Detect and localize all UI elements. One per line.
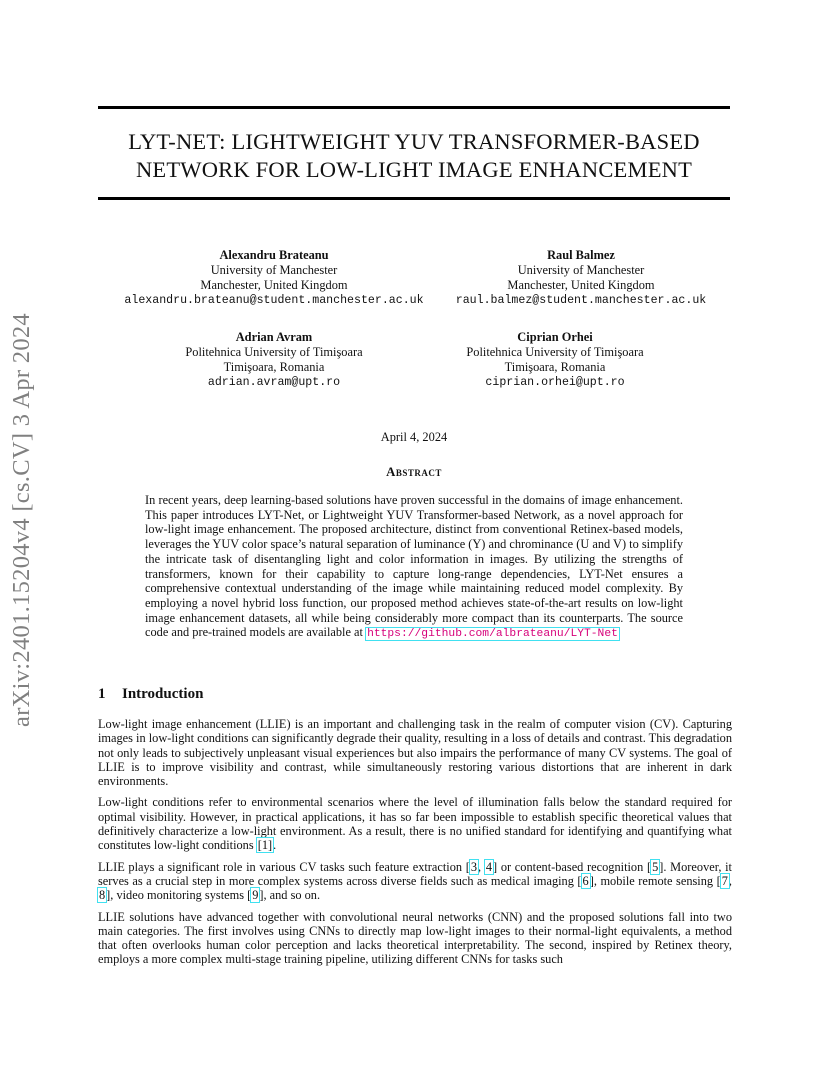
github-link[interactable]: https://github.com/albrateanu/LYT-Net [367, 628, 618, 641]
paper-title [98, 128, 730, 184]
abstract-body [145, 493, 683, 642]
paragraph-text: ], and so on. [259, 888, 321, 903]
author-block [416, 248, 746, 308]
paragraph: Low-light image enhancement (LLIE) is an important and challenging task in the realm of computer vision (CV). Capturing images in low-light conditions can significantly degrade their quality, resulting in a loss of details and contrast. This degradation not only leads to subjectively unpleasant visual experiences but also impairs the performance of many CV systems. The goal of LLIE is to improve visibility and contrast, while simultaneously restoring various distortions that are inherent in dark environments. [98, 717, 732, 789]
abstract-text: In recent years, deep learning-based solutions have proven successful in the domains of image enhancement. This paper introduces LYT-Net, or Lightweight YUV Transformer-based Network, as a novel approach for low-light image enhancement. The proposed architecture, distinct from conventional Retinex-based models, leverages the YUV color space’s natural separation of luminance (Y) and chrominance (U and V) to simplify the intricate task of disentangling light and color information in images. By utilizing the strengths of transformers, known for their capability to capture long-range dependencies, LYT-Net ensures a comprehensive contextual understanding of the image while maintaining reduced model complexity. By employing a novel hybrid loss function, our proposed method achieves state-of-the-art results on low-light image enhancement datasets, all while being considerably more compact than its counterparts. The source code and pre-trained models are available at [145, 493, 683, 640]
title-top-rule [98, 106, 730, 109]
author-location: Timişoara, Romania [504, 360, 606, 374]
author-email[interactable]: adrian.avram@upt.ro [207, 376, 341, 389]
paper-title-line-1: LYT-NET: LIGHTWEIGHT YUV TRANSFORMER-BASED [128, 129, 700, 154]
author-affiliation: Politehnica University of Timişoara [185, 345, 363, 359]
citation-link[interactable]: 3 [470, 859, 478, 874]
citation-link[interactable]: 9 [252, 888, 259, 903]
author-name: Ciprian Orhei [517, 330, 593, 344]
citation-link[interactable]: 7 [721, 873, 728, 888]
paragraph-text: , [478, 859, 485, 874]
paragraph-text: ], mobile remote sensing [ [589, 873, 721, 888]
paragraph-text: Low-light conditions refer to environmental scenarios where the level of illumination falls below the standard required for optimal visibility. However, in practical applications, it has so far been impossible to establish specific theoretical values that definitively characterize a low-light environment. As a result, there is no unified standard for identifying and quantifying what constitutes low-light conditions [98, 795, 732, 853]
section-number: 1 [98, 686, 106, 702]
paragraph [98, 795, 732, 852]
author-affiliation: University of Manchester [517, 263, 645, 277]
author-name: Alexandru Brateanu [219, 248, 329, 262]
arxiv-id-text: arXiv:2401.15204v4 [cs.CV] 3 Apr 2024 [8, 313, 35, 727]
section-heading [98, 686, 203, 703]
paragraph: LLIE solutions have advanced together with convolutional neural networks (CNN) and the proposed solutions fall into two main categories. The first involves using CNNs to directly map low-light images to their normal-light equivalents, a method that often overlooks human color perception and lacks theoretical interpretability. The second, inspired by Retinex theory, employs a more complex multi-stage training pipeline, utilizing different CNNs for tasks such [98, 909, 732, 967]
citation-link[interactable]: 8 [99, 888, 106, 903]
paragraph-text: ]. Moreover, it serves as a crucial step in more complex systems across diverse fields such as medical imaging [ [98, 859, 732, 888]
author-location: Manchester, United Kingdom [200, 278, 348, 292]
citation-link[interactable]: 5 [652, 859, 659, 874]
section-title: Introduction [122, 686, 204, 702]
paragraph-text: , [728, 873, 732, 888]
citation-link[interactable]: 4 [485, 859, 493, 874]
author-email[interactable]: ciprian.orhei@upt.ro [485, 376, 625, 389]
author-email[interactable]: raul.balmez@student.manchester.ac.uk [455, 294, 707, 307]
paragraph [98, 860, 732, 903]
citation-link[interactable]: 6 [582, 873, 589, 888]
paragraph-text: . [273, 838, 277, 853]
author-block [390, 330, 720, 390]
citation-link[interactable]: [1] [257, 838, 273, 853]
paragraph-text: ], video monitoring systems [ [106, 888, 252, 903]
author-location: Manchester, United Kingdom [507, 278, 655, 292]
author-affiliation: Politehnica University of Timişoara [466, 345, 644, 359]
introduction-body [98, 717, 732, 974]
abstract-heading: Abstract [386, 465, 442, 479]
author-name: Adrian Avram [235, 330, 313, 344]
publication-date: April 4, 2024 [380, 430, 448, 444]
author-block [109, 248, 439, 308]
author-affiliation: University of Manchester [210, 263, 338, 277]
paper-title-line-2: NETWORK FOR LOW-LIGHT IMAGE ENHANCEMENT [135, 157, 693, 182]
paragraph-text: ] or content-based recognition [ [493, 859, 652, 874]
author-location: Timişoara, Romania [223, 360, 325, 374]
author-name: Raul Balmez [547, 248, 615, 262]
title-bottom-rule [98, 197, 730, 200]
paragraph-text: LLIE plays a significant role in various CV tasks such feature extraction [ [98, 859, 470, 874]
author-email[interactable]: alexandru.brateanu@student.manchester.ac.uk [124, 294, 424, 307]
